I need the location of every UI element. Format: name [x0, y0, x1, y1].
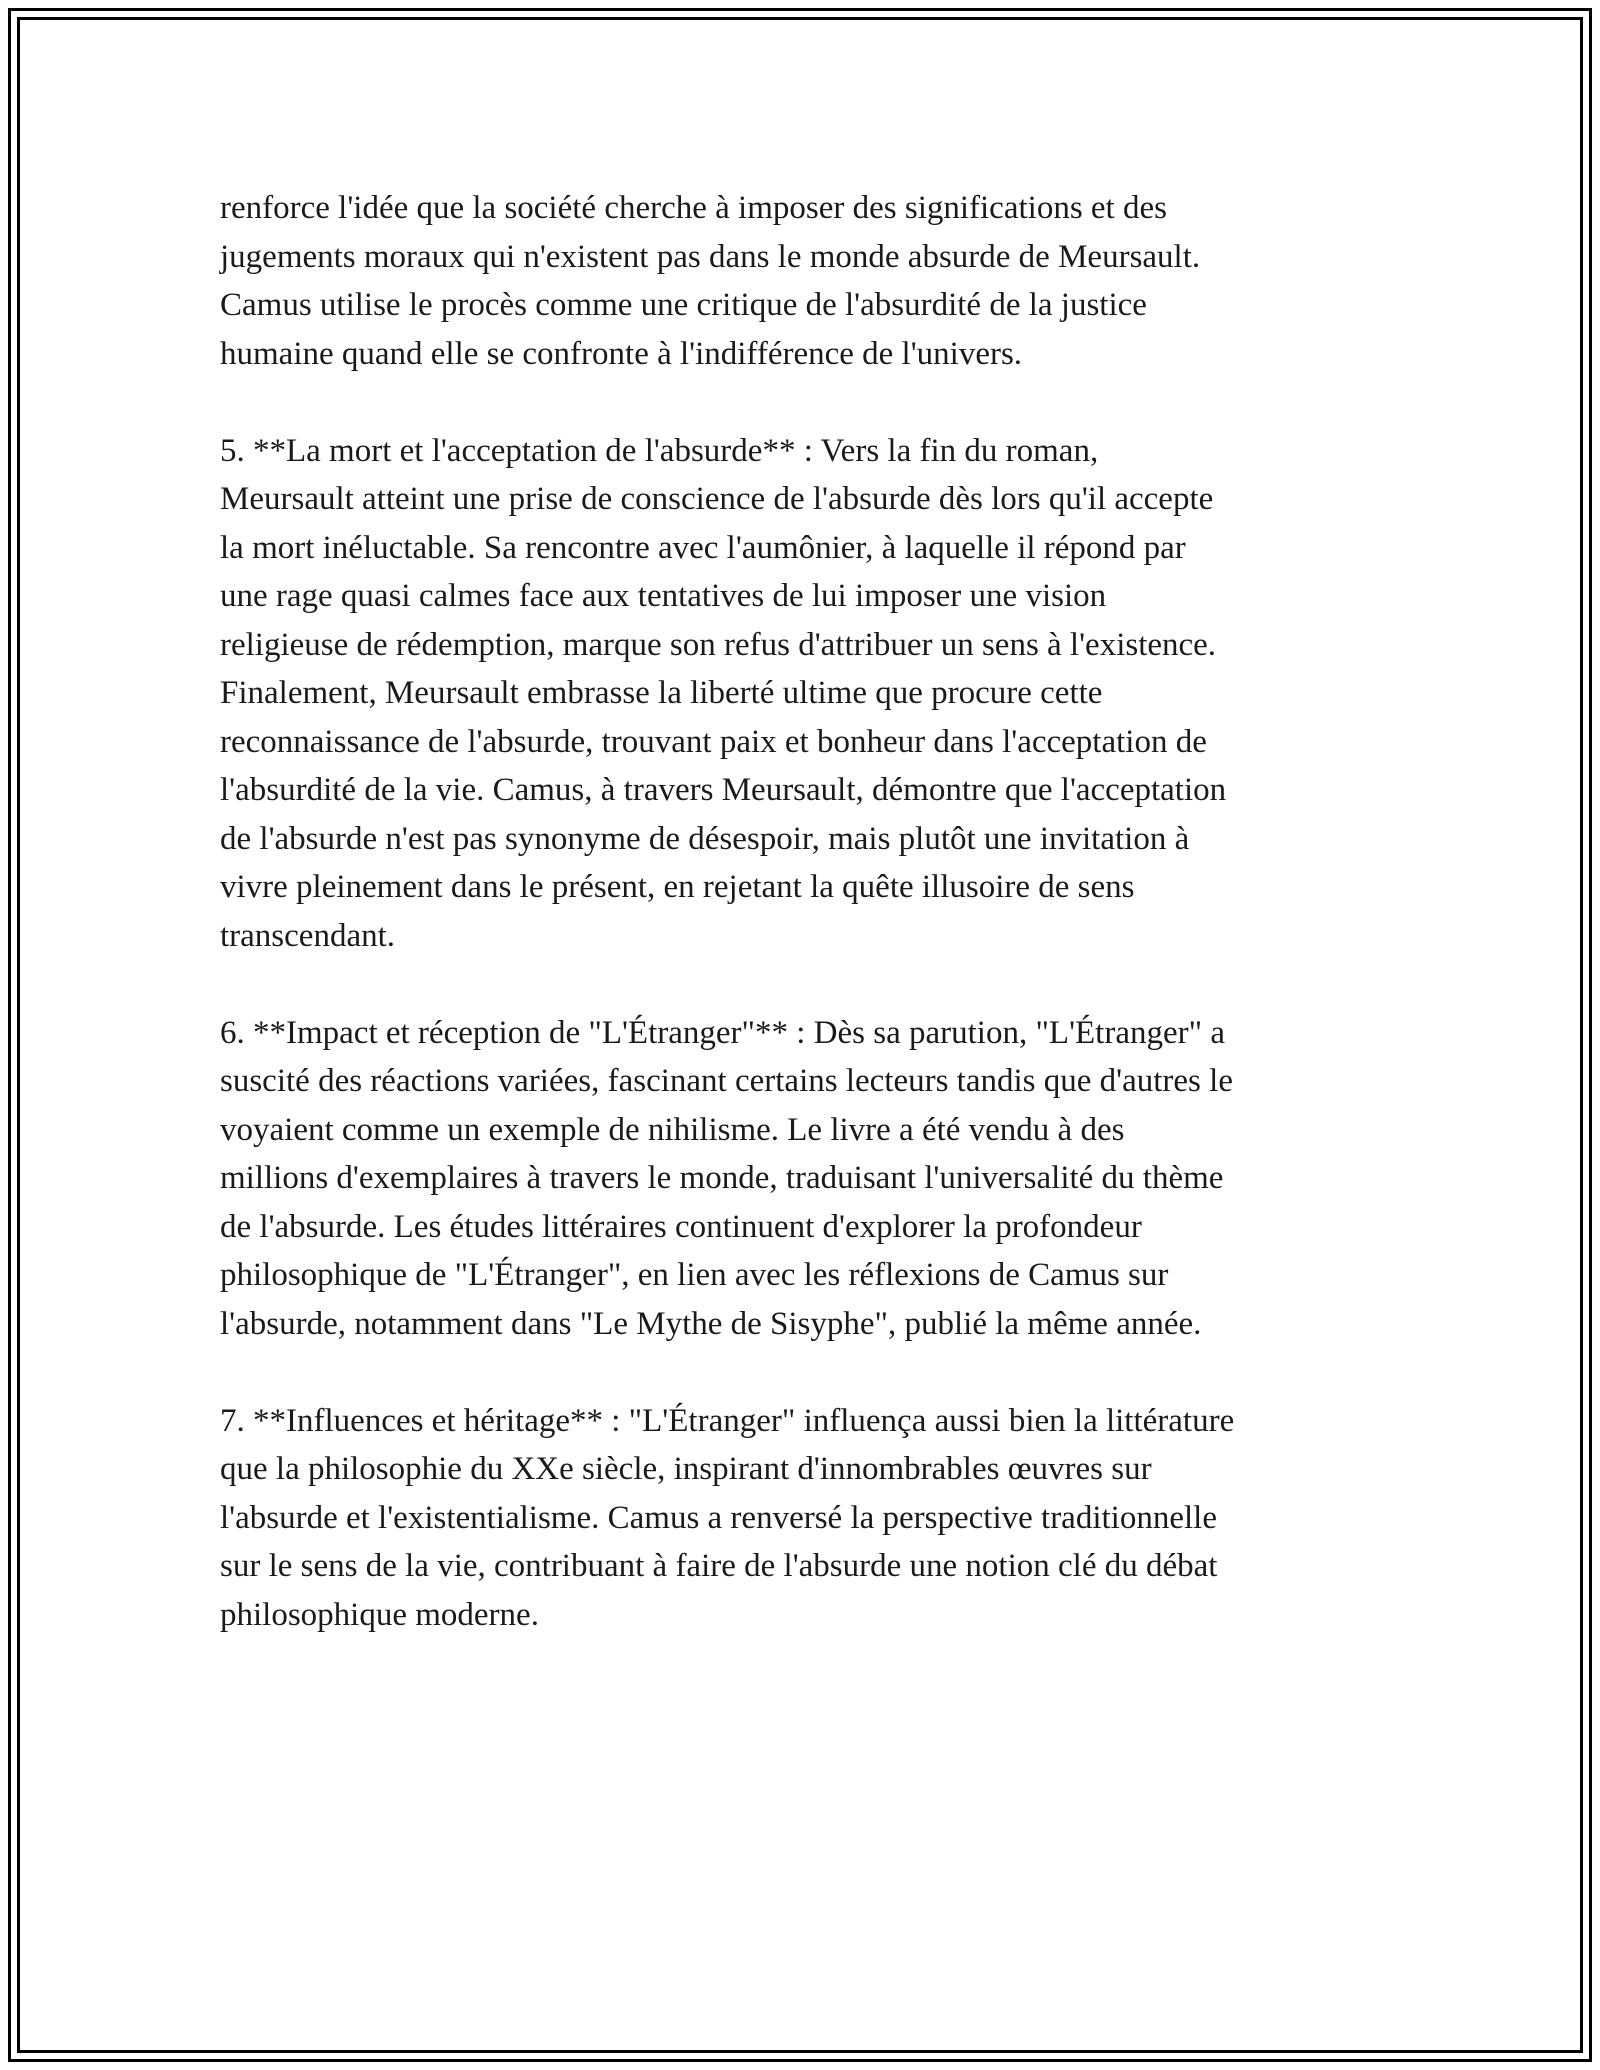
- paragraph-spacer: [220, 1348, 1380, 1397]
- text-line: la mort inéluctable. Sa rencontre avec l'aumônier, à laquelle il répond par: [220, 529, 1186, 566]
- text-line: millions d'exemplaires à travers le monde, traduisant l'universalité du thème: [220, 1160, 1224, 1196]
- text-line: jugements moraux qui n'existent pas dans le monde absurde de Meursault.: [220, 238, 1201, 275]
- text-line: renforce l'idée que la société cherche à imposer des significations et des: [220, 190, 1167, 226]
- text-line: voyaient comme un exemple de nihilisme. Le livre a été vendu à des: [220, 1111, 1125, 1148]
- paragraph-spacer: [220, 960, 1380, 1009]
- text-line: de l'absurde. Les études littéraires continuent d'explorer la profondeur: [220, 1208, 1142, 1245]
- paragraph-item-6: [220, 1009, 1380, 1349]
- text-line: Finalement, Meursault embrasse la liberté ultime que procure cette: [220, 675, 1103, 711]
- text-line: reconnaissance de l'absurde, trouvant paix et bonheur dans l'acceptation de: [220, 723, 1207, 760]
- text-line: philosophique moderne.: [220, 1596, 539, 1633]
- text-line: vivre pleinement dans le présent, en rejetant la quête illusoire de sens: [220, 869, 1135, 905]
- paragraph-item-7: [220, 1397, 1380, 1640]
- text-line: l'absurde, notamment dans "Le Mythe de Sisyphe", publié la même année.: [220, 1305, 1202, 1342]
- text-line: l'absurde et l'existentialisme. Camus a renversé la perspective traditionnelle: [220, 1499, 1217, 1536]
- text-line: de l'absurde n'est pas synonyme de désespoir, mais plutôt une invitation à: [220, 820, 1190, 857]
- text-line: 5. **La mort et l'acceptation de l'absurde** : Vers la fin du roman,: [220, 432, 1099, 469]
- text-line: l'absurdité de la vie. Camus, à travers Meursault, démontre que l'acceptation: [220, 772, 1227, 808]
- text-line: sur le sens de la vie, contribuant à faire de l'absurde une notion clé du débat: [220, 1548, 1218, 1584]
- text-line: que la philosophie du XXe siècle, inspirant d'innombrables œuvres sur: [220, 1451, 1152, 1487]
- paragraph-spacer: [220, 378, 1380, 427]
- document-body: [220, 184, 1380, 1639]
- paragraph-item-5: [220, 427, 1380, 961]
- text-line: 6. **Impact et réception de "L'Étranger"** : Dès sa parution, "L'Étranger" a: [220, 1014, 1225, 1051]
- text-line: transcendant.: [220, 917, 396, 954]
- text-line: Meursault atteint une prise de conscience de l'absurde dès lors qu'il accepte: [220, 481, 1214, 517]
- text-line: philosophique de "L'Étranger", en lien avec les réflexions de Camus sur: [220, 1257, 1169, 1293]
- text-line: Camus utilise le procès comme une critique de l'absurdité de la justice: [220, 287, 1147, 323]
- text-line: suscité des réactions variées, fascinant certains lecteurs tandis que d'autres le: [220, 1063, 1233, 1099]
- paragraph-continuation: [220, 184, 1380, 378]
- text-line: religieuse de rédemption, marque son refus d'attribuer un sens à l'existence.: [220, 626, 1217, 663]
- text-line: 7. **Influences et héritage** : "L'Étranger" influença aussi bien la littérature: [220, 1402, 1235, 1439]
- text-line: une rage quasi calmes face aux tentatives de lui imposer une vision: [220, 578, 1107, 614]
- text-line: humaine quand elle se confronte à l'indifférence de l'univers.: [220, 335, 1023, 372]
